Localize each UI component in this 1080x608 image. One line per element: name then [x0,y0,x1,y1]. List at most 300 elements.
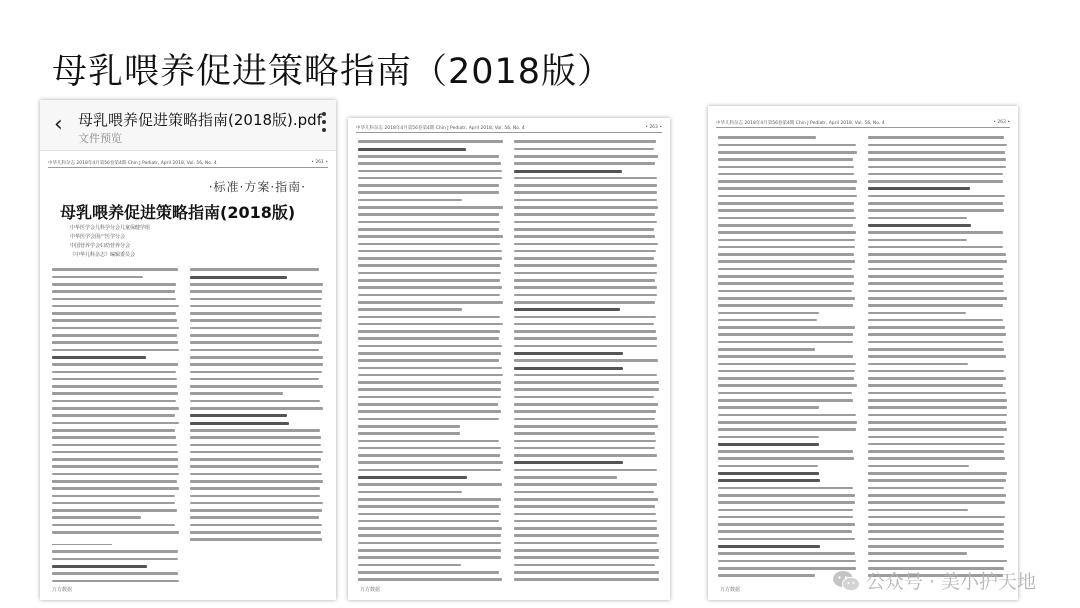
text-line [358,459,504,466]
text-line [718,163,858,170]
text-line [514,569,660,576]
text-line [358,415,504,422]
text-line [514,342,660,349]
text-line [358,554,504,561]
text-line [52,570,180,577]
text-line [190,295,324,302]
text-line [514,277,660,284]
text-line [868,222,1008,229]
text-line [514,459,660,466]
text-line [358,269,504,276]
text-line [868,535,1008,542]
text-line [358,569,504,576]
text-line [358,379,504,386]
text-line [718,258,858,265]
text-line [358,488,504,495]
text-line [190,266,324,273]
back-icon[interactable]: ‹ [54,112,63,137]
text-line [358,182,504,189]
text-line [514,437,660,444]
text-line [358,320,504,327]
text-line [190,470,324,477]
text-line [190,500,324,507]
text-line [718,477,858,484]
text-line [868,550,1008,557]
text-line [514,211,660,218]
text-line [358,357,504,364]
text-line [52,317,180,324]
text-line [52,383,180,390]
text-line [868,258,1008,265]
text-line [868,163,1008,170]
text-line [52,507,180,514]
text-line [868,419,1008,426]
text-line [358,160,504,167]
text-line [358,561,504,568]
text-line [190,281,324,288]
text-line [514,306,660,313]
text-line [190,507,324,514]
text-line [718,375,858,382]
text-line [52,332,180,339]
text-line [190,332,324,339]
text-line [190,368,324,375]
text-line [52,492,180,499]
text-line [868,368,1008,375]
text-line [718,192,858,199]
page-footer: 万方数据 [360,587,381,593]
text-line [868,295,1008,302]
text-line [358,153,504,160]
text-line [52,390,180,397]
text-line [514,226,660,233]
text-line [718,324,858,331]
text-line [718,353,858,360]
text-line [868,499,1008,506]
text-line [190,397,324,404]
text-line [52,470,180,477]
watermark [832,567,1036,594]
text-line [718,404,858,411]
text-line [190,273,324,280]
text-line [868,185,1008,192]
text-line [52,266,180,273]
text-line [718,506,858,513]
text-line [718,229,858,236]
text-line [868,309,1008,316]
text-line [358,211,504,218]
text-line [718,484,858,491]
text-line [358,393,504,400]
text-line [868,360,1008,367]
text-line [358,240,504,247]
text-line [868,528,1008,535]
text-line [718,368,858,375]
text-line [190,346,324,353]
text-line [190,383,324,390]
text-line [718,265,858,272]
text-line [190,354,324,361]
text-line [718,156,858,163]
text-line [718,309,858,316]
text-line [52,273,180,280]
text-line [514,386,660,393]
text-line [358,386,504,393]
text-line [514,364,660,371]
text-line [718,397,858,404]
file-name: 母乳喂养促进策略指南(2018版).pdf [78,111,322,129]
text-line [190,448,324,455]
text-line [190,324,324,331]
text-line [718,535,858,542]
text-line [514,547,660,554]
text-line [718,149,858,156]
text-line [52,548,180,555]
text-line [868,484,1008,491]
text-line [514,444,660,451]
text-line [358,342,504,349]
text-line [514,255,660,262]
text-line [358,277,504,284]
text-line [190,419,324,426]
text-line [514,204,660,211]
text-line [514,167,660,174]
text-line [718,346,858,353]
text-line [718,207,858,214]
text-line [358,525,504,532]
text-line [52,448,180,455]
text-line [52,577,180,584]
text-line [358,532,504,539]
text-line [718,462,858,469]
text-line [514,138,660,145]
text-line [514,335,660,342]
text-line [514,174,660,181]
document-title: 母乳喂养促进策略指南(2018版) [60,203,296,222]
text-line [718,273,858,280]
text-line [190,339,324,346]
text-line [718,492,858,499]
text-line [358,247,504,254]
text-line [52,434,180,441]
text-line [718,389,858,396]
document-page-2 [348,118,670,600]
text-line [868,404,1008,411]
text-line [868,338,1008,345]
text-column [190,266,324,543]
text-line [52,281,180,288]
text-column [514,138,660,583]
footnote-rule [52,544,112,545]
page-number: • 263 • [645,125,662,130]
text-line [868,433,1008,440]
text-line [358,328,504,335]
text-line [52,288,180,295]
text-line [868,543,1008,550]
text-line [514,153,660,160]
text-line [52,478,180,485]
text-line [52,555,180,562]
text-line [514,145,660,152]
text-line [52,500,180,507]
footnote [52,548,180,584]
text-line [718,382,858,389]
text-line [868,557,1008,564]
text-line [868,149,1008,156]
slide-title: 母乳喂养促进策略指南（2018版） [52,52,614,92]
text-line [52,412,180,419]
text-line [718,360,858,367]
text-line [868,287,1008,294]
text-line [52,361,180,368]
text-line [718,528,858,535]
text-line [718,338,858,345]
text-line [52,295,180,302]
text-column [358,138,504,583]
text-line [514,269,660,276]
text-line [514,466,660,473]
text-line [868,397,1008,404]
text-line [868,470,1008,477]
text-line [514,488,660,495]
text-line [718,214,858,221]
text-line [358,262,504,269]
text-line [868,346,1008,353]
text-line [358,430,504,437]
text-line [52,354,180,361]
text-line [52,441,180,448]
text-line [52,302,180,309]
running-head: 中华儿科杂志 2018年4月第56卷第4期 Chin J Pediatr, April 2018, Vol. 56, No. 4 • 261 • [48,160,328,166]
text-line [358,138,504,145]
text-line [868,521,1008,528]
text-line [718,448,858,455]
text-line [514,393,660,400]
text-line [718,557,858,564]
text-line [358,401,504,408]
text-line [358,350,504,357]
text-line [52,485,180,492]
text-line [190,441,324,448]
text-line [868,178,1008,185]
text-line [358,284,504,291]
text-line [514,474,660,481]
text-line [868,214,1008,221]
text-line [514,408,660,415]
text-line [190,536,324,543]
text-line [358,174,504,181]
text-line [718,295,858,302]
text-column [718,134,858,579]
text-line [718,426,858,433]
text-line [868,192,1008,199]
text-line [52,405,180,412]
text-line [358,291,504,298]
text-line [514,517,660,524]
text-line [868,331,1008,338]
text-line [718,280,858,287]
text-line [718,185,858,192]
text-line [52,563,180,570]
text-line [718,251,858,258]
text-line [868,324,1008,331]
text-line [358,255,504,262]
text-line [718,222,858,229]
document-page-1 [40,154,336,600]
text-line [868,236,1008,243]
text-line [718,550,858,557]
text-line [718,411,858,418]
text-line [190,317,324,324]
text-line [718,470,858,477]
text-line [514,328,660,335]
text-line [868,382,1008,389]
text-line [358,466,504,473]
text-line [868,229,1008,236]
text-line [52,529,180,536]
text-line [514,561,660,568]
text-line [514,182,660,189]
text-line [514,423,660,430]
text-line [868,375,1008,382]
text-line [358,364,504,371]
pdf-preview-panel[interactable] [40,100,336,600]
text-line [868,316,1008,323]
text-line [868,134,1008,141]
text-line [358,481,504,488]
text-line [514,357,660,364]
file-preview-label: 文件预览 [78,132,122,145]
text-line [514,196,660,203]
text-line [718,316,858,323]
text-line [514,284,660,291]
text-column [868,134,1008,579]
text-line [190,375,324,382]
text-line [718,455,858,462]
text-line [514,401,660,408]
text-line [514,160,660,167]
text-line [358,547,504,554]
text-line [514,313,660,320]
text-line [514,299,660,306]
text-line [190,434,324,441]
text-line [190,492,324,499]
wechat-icon [832,570,860,592]
text-line [190,456,324,463]
text-line [358,145,504,152]
text-line [190,288,324,295]
text-line [868,280,1008,287]
text-line [868,389,1008,396]
text-line [718,243,858,250]
text-line [514,496,660,503]
text-line [190,412,324,419]
text-line [358,313,504,320]
text-line [514,240,660,247]
text-line [190,521,324,528]
text-line [190,463,324,470]
page-number: • 261 • [311,160,328,165]
text-line [718,178,858,185]
text-line [358,167,504,174]
text-line [514,452,660,459]
document-page-3 [708,106,1018,600]
page-footer: 万方数据 [720,587,741,593]
text-line [190,485,324,492]
text-line [190,361,324,368]
text-line [190,390,324,397]
text-line [52,521,180,528]
text-line [718,440,858,447]
text-line [868,492,1008,499]
text-line [718,236,858,243]
text-line [868,265,1008,272]
text-line [514,503,660,510]
text-line [514,233,660,240]
more-vertical-icon[interactable] [322,112,326,136]
text-line [718,200,858,207]
text-line [718,302,858,309]
text-line [358,196,504,203]
running-head: 中华儿科杂志 2018年4月第56卷第4期 Chin J Pediatr, April 2018, Vol. 56, No. 4 • 263 • [356,125,662,131]
text-line [514,262,660,269]
text-line [358,218,504,225]
text-line [52,456,180,463]
text-line [514,320,660,327]
text-line [718,499,858,506]
text-line [358,233,504,240]
text-line [868,411,1008,418]
text-line [358,444,504,451]
text-line [358,437,504,444]
text-line [358,408,504,415]
text-line [358,503,504,510]
text-line [52,368,180,375]
text-line [868,156,1008,163]
text-line [358,576,504,583]
text-line [52,514,180,521]
page-number: • 263 • [993,120,1010,125]
text-line [514,350,660,357]
text-line [868,170,1008,177]
text-line [514,247,660,254]
text-line [868,302,1008,309]
viewer-header [40,100,336,151]
text-line [358,539,504,546]
text-line [514,554,660,561]
text-line [718,521,858,528]
text-line [358,189,504,196]
text-line [190,529,324,536]
text-line [868,477,1008,484]
text-line [868,207,1008,214]
text-line [358,423,504,430]
page-footer: 万方数据 [52,587,73,593]
text-line [718,433,858,440]
text-line [358,335,504,342]
text-line [190,302,324,309]
text-line [358,517,504,524]
text-line [718,419,858,426]
text-line [52,339,180,346]
text-line [868,251,1008,258]
text-line [52,375,180,382]
text-line [514,481,660,488]
text-line [514,189,660,196]
text-line [190,427,324,434]
text-line [52,463,180,470]
text-line [358,452,504,459]
